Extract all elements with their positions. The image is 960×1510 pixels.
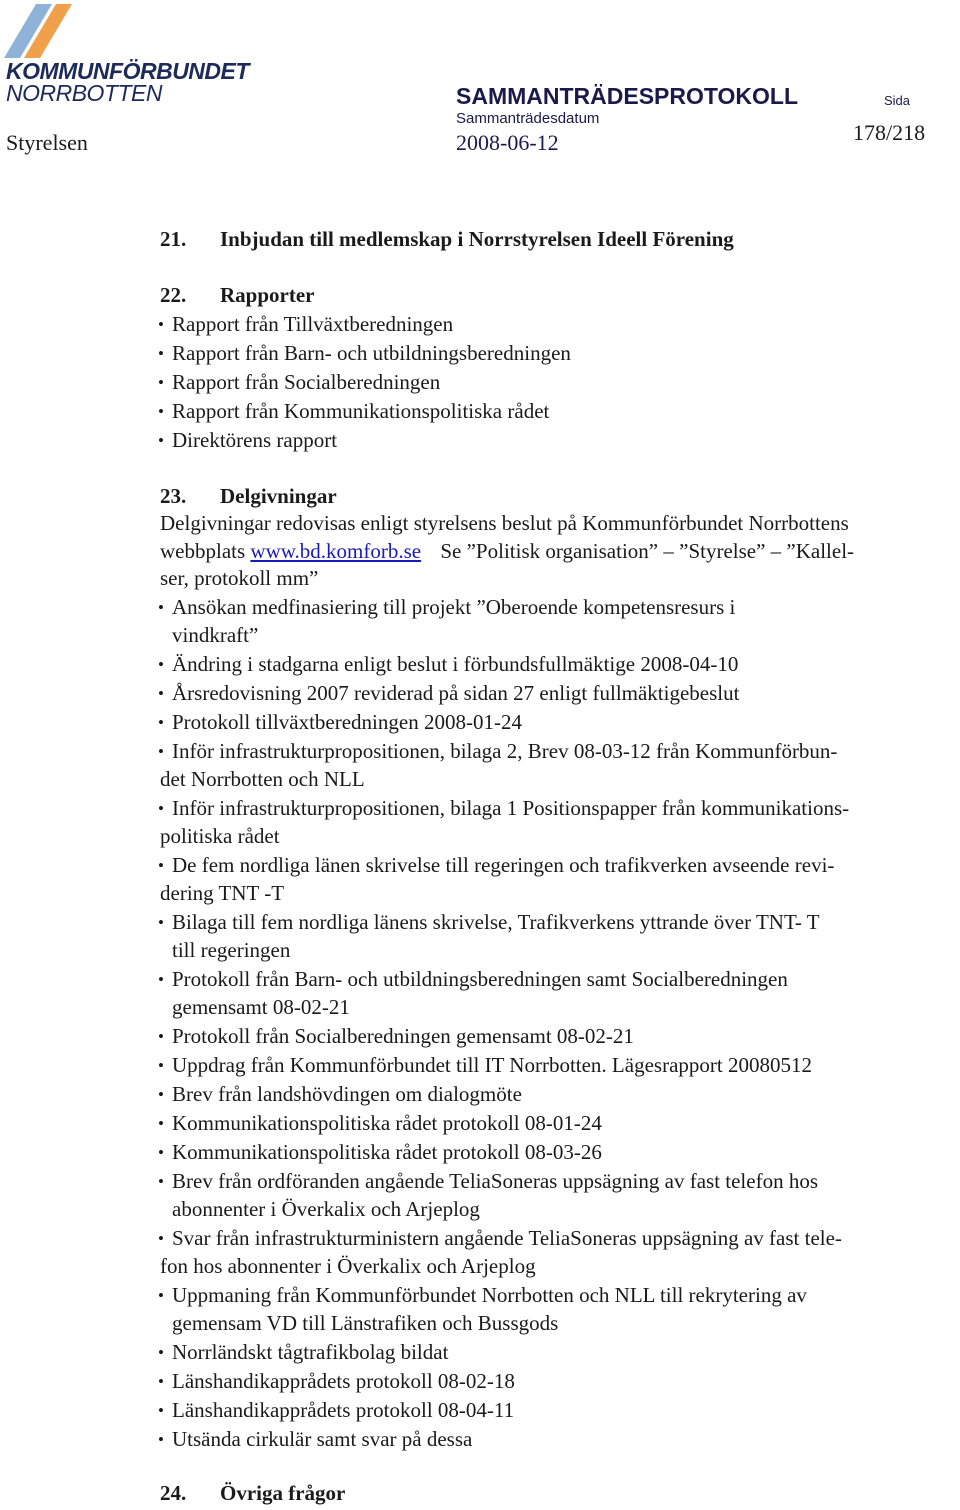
bullet-icon: • xyxy=(158,713,164,732)
bullet-icon: • xyxy=(158,315,164,334)
list-item: Kommunikationspolitiska rådet protokoll 08-03-26 xyxy=(172,1140,602,1164)
list-item: Uppdrag från Kommunförbundet till IT Norrbotten. Lägesrapport 20080512 xyxy=(172,1053,812,1077)
bullet-icon: • xyxy=(158,1401,164,1420)
bullet-icon: • xyxy=(158,684,164,703)
bullet-icon: • xyxy=(158,1172,164,1191)
bullet-icon: • xyxy=(158,1229,164,1248)
bullet-icon: • xyxy=(158,431,164,450)
logo-stripes-graphic xyxy=(0,0,260,60)
list-item: Rapport från Socialberedningen xyxy=(172,370,441,394)
website-link[interactable]: www.bd.komforb.se xyxy=(250,539,422,563)
section-title: Delgivningar xyxy=(220,484,337,508)
list-item: Protokoll från Socialberedningen gemensamt 08-02-21 xyxy=(172,1024,634,1048)
bullet-icon: • xyxy=(158,1372,164,1391)
bullet-icon: • xyxy=(158,1430,164,1449)
list-item-continuation: dering TNT -T xyxy=(160,881,285,905)
date-label: Sammanträdesdatum xyxy=(456,110,600,127)
list-item-continuation: abonnenter i Överkalix och Arjeplog xyxy=(172,1197,480,1221)
bullet-icon: • xyxy=(158,1114,164,1133)
list-item: Länshandikapprådets protokoll 08-04-11 xyxy=(172,1398,515,1422)
list-item: Protokoll från Barn- och utbildningsberedningen samt Socialberedningen xyxy=(172,967,788,991)
section-title: Rapporter xyxy=(220,283,315,307)
list-item: Inför infrastrukturpropositionen, bilaga 2, Brev 08-03-12 från Kommunförbun- xyxy=(172,739,838,763)
bullet-icon: • xyxy=(158,799,164,818)
section-23-intro-line1: Delgivningar redovisas enligt styrelsens beslut på Kommunförbundet Norrbottens xyxy=(160,511,849,535)
section-23-intro-line2 xyxy=(160,539,854,564)
page-number: 178/218 xyxy=(853,120,926,145)
section-title: Övriga frågor xyxy=(220,1481,346,1505)
bullet-icon: • xyxy=(158,1027,164,1046)
bullet-icon: • xyxy=(158,856,164,875)
header-org: Styrelsen xyxy=(6,130,88,155)
bullet-icon: • xyxy=(158,1056,164,1075)
list-item-continuation: det Norrbotten och NLL xyxy=(160,767,365,791)
section-24-heading xyxy=(160,1481,345,1506)
list-item: Brev från ordföranden angående TeliaSoneras uppsägning av fast telefon hos xyxy=(172,1169,819,1193)
bullet-icon: • xyxy=(158,1343,164,1362)
bullet-icon: • xyxy=(158,402,164,421)
section-22-heading xyxy=(160,283,314,308)
bullet-icon: • xyxy=(158,742,164,761)
document-title: SAMMANTRÄDESPROTOKOLL xyxy=(456,83,799,109)
section-number: 22. xyxy=(160,283,187,307)
bullet-icon: • xyxy=(158,655,164,674)
list-item: Protokoll tillväxtberedningen 2008-01-24 xyxy=(172,710,522,734)
list-item: Ändring i stadgarna enligt beslut i förbundsfullmäktige 2008-04-10 xyxy=(172,652,739,676)
bullet-icon: • xyxy=(158,1286,164,1305)
list-item: Uppmaning från Kommunförbundet Norrbotten och NLL till rekrytering av xyxy=(172,1283,807,1307)
bullet-icon: • xyxy=(158,373,164,392)
section-number: 23. xyxy=(160,484,187,508)
section-21-heading xyxy=(160,227,734,252)
section-title: Inbjudan till medlemskap i Norrstyrelsen Ideell Förening xyxy=(220,227,734,251)
intro-text: webbplats xyxy=(160,539,246,563)
list-item: Direktörens rapport xyxy=(172,428,338,452)
list-item-continuation: gemensam VD till Länstrafiken och Bussgods xyxy=(172,1311,559,1335)
list-item-continuation: till regeringen xyxy=(172,938,291,962)
list-item: De fem nordliga länen skrivelse till regeringen och trafikverken avseende revi- xyxy=(172,853,835,877)
list-item: Rapport från Tillväxtberedningen xyxy=(172,312,454,336)
intro-text-path: Se ”Politisk organisation” – ”Styrelse” – ”Kallel- xyxy=(440,539,855,563)
bullet-icon: • xyxy=(158,913,164,932)
page-label: Sida xyxy=(884,93,911,108)
section-number: 24. xyxy=(160,1481,187,1505)
list-item-continuation: fon hos abonnenter i Överkalix och Arjeplog xyxy=(160,1254,536,1278)
list-item: Norrländskt tågtrafikbolag bildat xyxy=(172,1340,449,1364)
bullet-icon: • xyxy=(158,344,164,363)
bullet-icon: • xyxy=(158,1085,164,1104)
list-item: Årsredovisning 2007 reviderad på sidan 27 enligt fullmäktigebeslut xyxy=(172,681,740,705)
list-item: Rapport från Kommunikationspolitiska rådet xyxy=(172,399,550,423)
bullet-icon: • xyxy=(158,1143,164,1162)
list-item: Svar från infrastrukturministern angående TeliaSoneras uppsägning av fast tele- xyxy=(172,1226,842,1250)
list-item: Inför infrastrukturpropositionen, bilaga 1 Positionspapper från kommunikations- xyxy=(172,796,850,820)
section-23-heading xyxy=(160,484,337,509)
list-item: Ansökan medfinasiering till projekt ”Oberoende kompetensresurs i xyxy=(172,595,736,619)
logo xyxy=(0,0,260,110)
section-number: 21. xyxy=(160,227,187,251)
list-item: Utsända cirkulär samt svar på dessa xyxy=(172,1427,473,1451)
list-item-continuation: gemensamt 08-02-21 xyxy=(172,995,350,1019)
logo-text-line2: NORRBOTTEN xyxy=(6,80,162,106)
bullet-icon: • xyxy=(158,970,164,989)
list-item: Brev från landshövdingen om dialogmöte xyxy=(172,1082,522,1106)
logo-text-line1: KOMMUNFÖRBUNDET xyxy=(6,58,249,84)
bullet-icon: • xyxy=(158,598,164,617)
list-item: Bilaga till fem nordliga länens skrivelse, Trafikverkens yttrande över TNT- T xyxy=(172,910,820,934)
list-item: Rapport från Barn- och utbildningsberedningen xyxy=(172,341,571,365)
section-23-intro-line3: ser, protokoll mm” xyxy=(160,566,319,590)
list-item: Länshandikapprådets protokoll 08-02-18 xyxy=(172,1369,515,1393)
meeting-date: 2008-06-12 xyxy=(456,130,559,155)
list-item-continuation: vindkraft” xyxy=(172,623,259,647)
list-item: Kommunikationspolitiska rådet protokoll 08-01-24 xyxy=(172,1111,602,1135)
list-item-continuation: politiska rådet xyxy=(160,824,280,848)
